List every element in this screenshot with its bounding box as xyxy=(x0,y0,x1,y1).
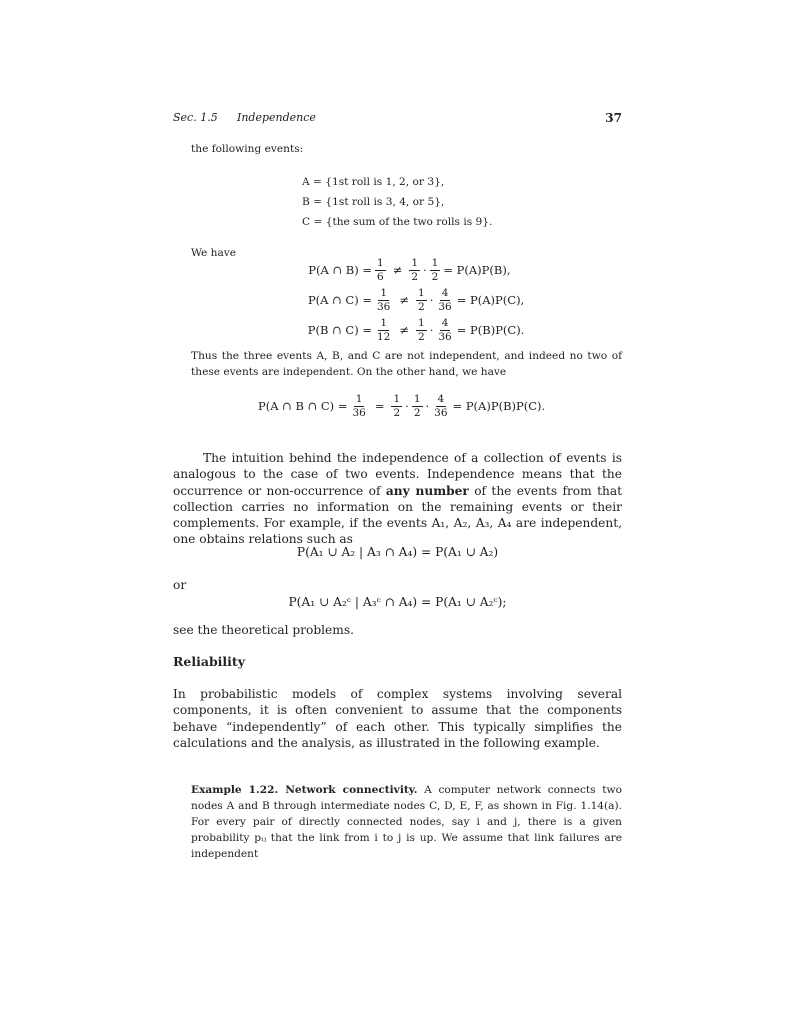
example-paragraph xyxy=(191,782,622,862)
header-section: Sec. 1.5 xyxy=(173,111,218,124)
denominator: 2 xyxy=(393,406,401,419)
paragraph-text: The intuition behind the independence of a collection of events is analogous to the case of two events. Independence means that the occurrence or non-occurrence of xyxy=(173,451,622,498)
equation-rhs: = P(A)P(C), xyxy=(456,293,525,307)
equation-rhs: = P(B)P(C). xyxy=(456,323,525,337)
fraction xyxy=(350,394,367,418)
equation-union: P(A₁ ∪ A₂ | A₃ ∩ A₄) = P(A₁ ∪ A₂) xyxy=(296,545,499,559)
fraction xyxy=(416,288,427,312)
denominator: 2 xyxy=(411,270,419,283)
example-text: A computer network connects two nodes A and B through intermediate nodes C, D, E, F, as shown in Fig. 1.14(a). For every pair of directly connected nodes, say i and j, there is a given probability pᵢⱼ that the link from i to j is up. We assume that link failures are independent xyxy=(191,784,623,860)
header-title: Independence xyxy=(237,111,316,124)
equals-symbol: = xyxy=(374,399,385,413)
numerator: 1 xyxy=(393,393,401,405)
dot-operator: · xyxy=(429,293,434,307)
page-number: 37 xyxy=(605,111,622,125)
fraction xyxy=(416,318,427,342)
fraction xyxy=(436,318,453,342)
event-b: B = {1st roll is 3, 4, or 5}, xyxy=(302,196,445,208)
numerator: 1 xyxy=(380,287,388,299)
numerator: 1 xyxy=(355,393,363,405)
or-text: or xyxy=(173,578,187,592)
denominator: 2 xyxy=(431,270,439,283)
event-a: A = {1st roll is 1, 2, or 3}, xyxy=(302,176,445,188)
equation-lhs: P(B ∩ C) = xyxy=(307,323,372,337)
equation-rhs: = P(A)P(B)P(C). xyxy=(452,399,546,413)
numerator: 1 xyxy=(380,317,388,329)
denominator: 2 xyxy=(413,406,421,419)
example-label: Example 1.22. Network connectivity. xyxy=(191,784,418,796)
equation-lhs: P(A ∩ C) = xyxy=(307,293,372,307)
denominator: 36 xyxy=(377,300,391,313)
numerator: 1 xyxy=(413,393,421,405)
dot-operator: · xyxy=(429,323,434,337)
emphasis-text: any number xyxy=(385,483,469,498)
equation-rhs: = P(A)P(B), xyxy=(443,263,511,277)
denominator: 36 xyxy=(434,406,448,419)
fraction xyxy=(375,318,392,342)
numerator: 4 xyxy=(441,317,449,329)
equation-ac xyxy=(292,288,524,312)
not-equal-symbol: ≠ xyxy=(392,263,403,277)
dot-operator: · xyxy=(425,399,430,413)
fraction xyxy=(432,394,449,418)
denominator: 36 xyxy=(352,406,366,419)
equation-ab xyxy=(292,258,510,282)
fraction xyxy=(375,258,386,282)
intuition-paragraph xyxy=(173,450,622,548)
see-problems-text: see the theoretical problems. xyxy=(173,623,354,637)
equation-bc xyxy=(292,318,524,342)
numerator: 1 xyxy=(431,257,439,269)
denominator: 6 xyxy=(377,270,384,283)
numerator: 1 xyxy=(418,317,425,329)
fraction xyxy=(436,288,453,312)
numerator: 4 xyxy=(437,393,445,405)
denominator: 2 xyxy=(418,300,425,313)
fraction xyxy=(430,258,441,282)
fraction xyxy=(412,394,423,418)
intro-text: the following events: xyxy=(191,143,304,155)
we-have-text: We have xyxy=(191,247,237,259)
denominator: 12 xyxy=(377,330,391,343)
thus-paragraph: Thus the three events A, B, and C are not independent, and indeed no two of these events are independent. On the other hand, we have xyxy=(191,350,622,378)
numerator: 1 xyxy=(418,287,425,299)
equation-lhs: P(A ∩ B) = xyxy=(308,263,372,277)
equation-lhs: P(A ∩ B ∩ C) = xyxy=(258,399,348,413)
event-c: C = {the sum of the two rolls is 9}. xyxy=(302,216,493,228)
reliability-paragraph: In probabilistic models of complex systems involving several components, it is often convenient to assume that the components behave “independently” of each other. This typically simplifies the calculations and the analysis, as illustrated in the following example. xyxy=(173,687,622,750)
fraction xyxy=(409,258,420,282)
equation-union-complement: P(A₁ ∪ A₂ᶜ | A₃ᶜ ∩ A₄) = P(A₁ ∪ A₂ᶜ); xyxy=(288,595,507,609)
denominator: 36 xyxy=(438,300,452,313)
numerator: 1 xyxy=(411,257,419,269)
dot-operator: · xyxy=(405,399,409,413)
fraction xyxy=(391,394,402,418)
not-equal-symbol: ≠ xyxy=(399,323,410,337)
numerator: 1 xyxy=(377,257,384,269)
fraction xyxy=(375,288,392,312)
dot-operator: · xyxy=(423,263,427,277)
denominator: 36 xyxy=(438,330,452,343)
numerator: 4 xyxy=(441,287,449,299)
paragraph-text: of the events from that collection carries no information on the remaining events or their complements. For example, if the events A₁, A₂, A₃, A₄ are independent, one obtains relations such as xyxy=(173,483,622,547)
section-heading-reliability: Reliability xyxy=(173,654,245,669)
not-equal-symbol: ≠ xyxy=(399,293,410,307)
denominator: 2 xyxy=(418,330,425,343)
equation-abc xyxy=(258,394,545,418)
